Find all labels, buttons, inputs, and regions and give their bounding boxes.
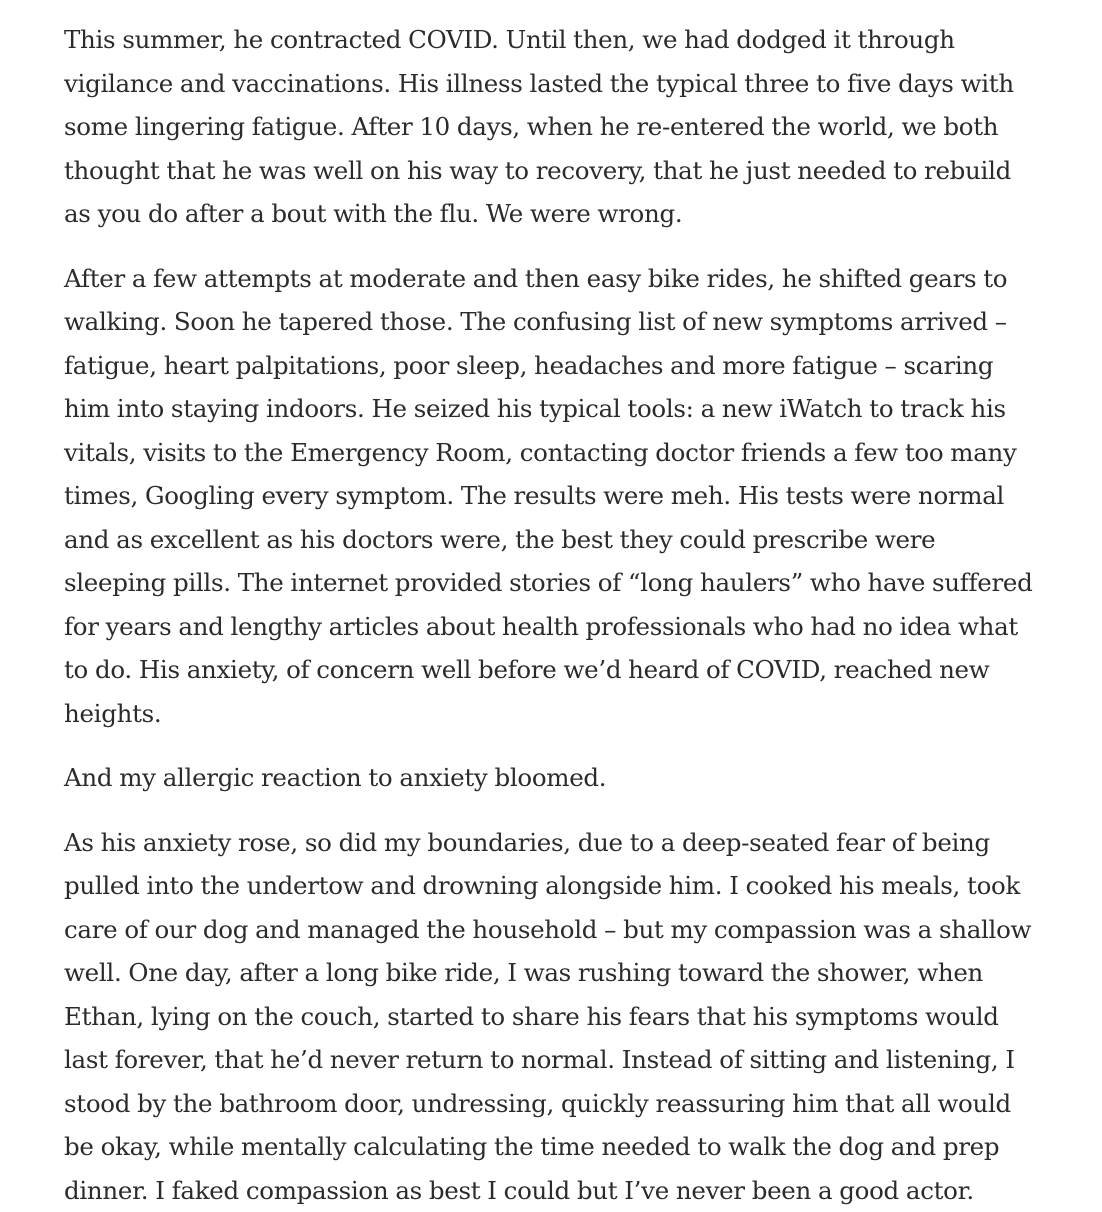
article-paragraph: After a few attempts at moderate and then easy bike rides, he shifted gears to walking. Soon he tapered those. The confusing list of new symptoms arrived – fatigue, heart palpitations, poor sleep, headaches and more fatigue – scaring him into staying indoors. He seized his typical tools: a new iWatch to track his vitals, visits to the Emergency Room, contacting doctor friends a few too many times, Googling every symptom. The results were meh. His tests were normal and as excellent as his doctors were, the best they could prescribe were sleeping pills. The internet provided stories of “long haulers” who have suffered for years and lengthy articles about health professionals who had no idea what to do. His anxiety, of concern well before we’d heard of COVID, reached new heights. [64, 257, 1042, 736]
article-paragraph: As his anxiety rose, so did my boundaries, due to a deep-seated fear of being pulled into the undertow and drowning alongside him. I cooked his meals, took care of our dog and managed the household – but my compassion was a shallow well. One day, after a long bike ride, I was rushing toward the shower, when Ethan, lying on the couch, started to share his fears that his symptoms would last forever, that he’d never return to normal. Instead of sitting and listening, I stood by the bathroom door, undressing, quickly reassuring him that all would be okay, while mentally calculating the time needed to walk the dog and prep dinner. I faked compassion as best I could but I’ve never been a good actor. [64, 821, 1042, 1212]
article-paragraph: And my allergic reaction to anxiety bloomed. [64, 756, 1042, 800]
article-paragraph: This summer, he contracted COVID. Until then, we had dodged it through vigilance and vaccinations. His illness lasted the typical three to five days with some lingering fatigue. After 10 days, when he re-entered the world, we both thought that he was well on his way to recovery, that he just needed to rebuild as you do after a bout with the flu. We were wrong. [64, 18, 1042, 236]
